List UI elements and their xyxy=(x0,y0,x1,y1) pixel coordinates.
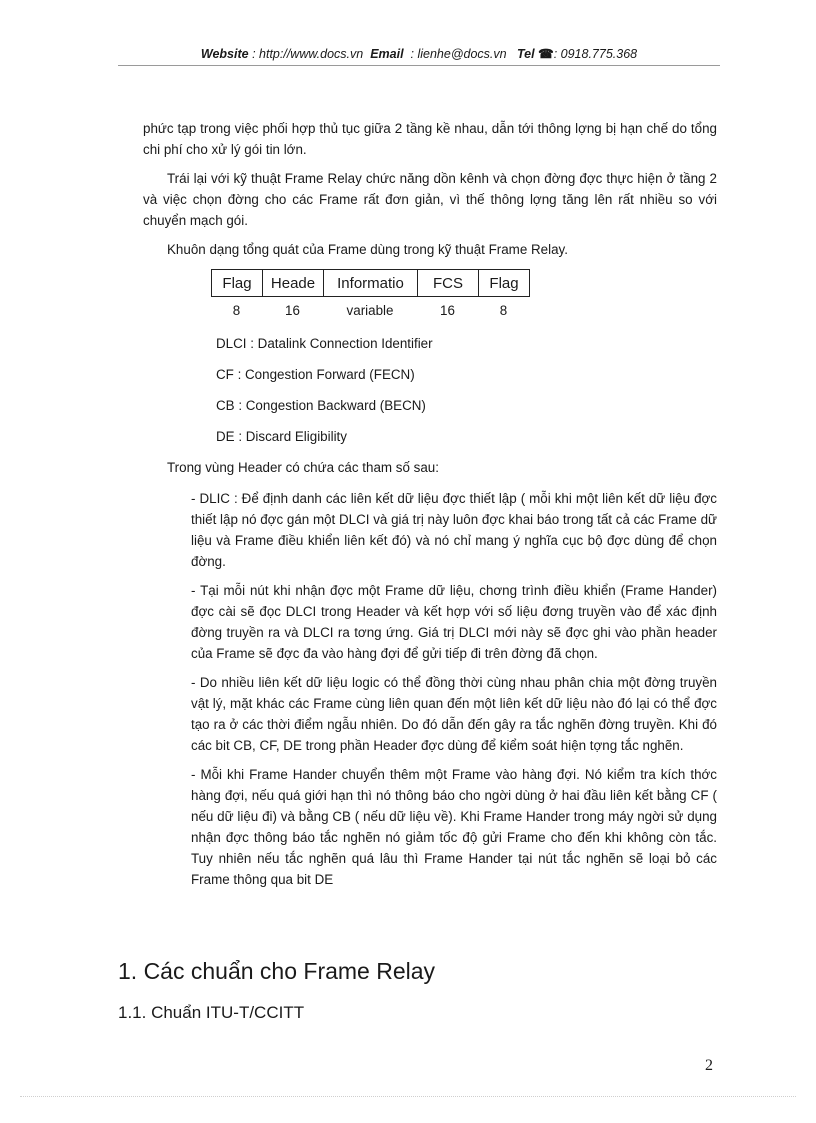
paragraph-3: Khuôn dạng tổng quát của Frame dùng trong kỹ thuật Frame Relay. xyxy=(167,242,568,257)
field-header: Heade xyxy=(263,270,324,297)
page-body xyxy=(143,118,717,890)
bullet-queue-handling: - Mỗi khi Frame Hander chuyển thêm một Frame vào hàng đợi. Nó kiểm tra kích thớc hàng đợi, nếu quá giới hạn thì nó thông báo cho ngời dùng ở hai đầu liên kết bằng CF ( nếu dữ liệu đi) và bằng CB ( nếu dữ liệu về). Khi Frame Hander trong máy ngời sử dụng nhận đợc thông báo tắc nghẽn nó giảm tốc độ gửi Frame cho đến khi không còn tắc. Tuy nhiên nếu tắc nghẽn quá lâu thì Frame Hander tại nút tắc nghẽn sẽ loại bỏ các Frame thông qua bit DE xyxy=(191,767,717,887)
width-flag-start: 8 xyxy=(232,303,241,318)
footer-divider xyxy=(20,1096,796,1097)
paragraph-1: phức tạp trong việc phối hợp thủ tục giữa 2 tầng kề nhau, dẫn tới thông lợng bị hạn chế do tổng chi phí cho xử lý gói tin lớn. xyxy=(143,121,717,157)
paragraph-2: Trái lại với kỹ thuật Frame Relay chức năng dồn kênh và chọn đờng đợc thực hiện ở tầng 2 và việc chọn đờng cho các Frame rất đơn giản, vì thế thông lợng tăng lên rất nhiều so với chuyển mạch gói. xyxy=(143,171,717,228)
email-label: Email xyxy=(370,47,404,61)
width-fcs: 16 xyxy=(440,303,455,318)
website-label: Website xyxy=(200,47,249,61)
bullet-list xyxy=(191,488,717,890)
subsection-heading: 1.1. Chuẩn ITU-T/CCITT xyxy=(118,1003,305,1022)
page-number: 2 xyxy=(705,1057,713,1074)
email-value: : lienhe@docs.vn xyxy=(410,47,507,61)
def-cf: CF : Congestion Forward (FECN) xyxy=(216,367,415,382)
website-value: : http://www.docs.vn xyxy=(252,47,364,61)
frame-format-diagram xyxy=(211,269,717,321)
definitions-list xyxy=(216,328,717,452)
def-cb: CB : Congestion Backward (BECN) xyxy=(216,398,426,413)
def-dlci: DLCI : Datalink Connection Identifier xyxy=(216,336,433,351)
bullet-dlic: - DLIC : Để định danh các liên kết dữ liệu đợc thiết lập ( mỗi khi một liên kết dữ liệu đợc thiết lập nó đợc gán một DLCI và giá trị này luôn đợc khai báo trong tất cả các Frame dữ liệu và Frame điều khiển liên kết đó) và nó chỉ mang ý nghĩa cục bộ đợc dùng để chọn đờng. xyxy=(191,491,717,569)
bullet-congestion-cause: - Do nhiều liên kết dữ liệu logic có thể đồng thời cùng nhau phân chia một đờng truyền vật lý, mặt khác các Frame cùng liên quan đến một liên kết dữ liệu nào đó lại có thể đợc tạo ra ở các thời điểm ngẫu nhiên. Do đó dẫn đến gây ra tắc nghẽn đờng truyền. Khi đó các bit CB, CF, DE trong phần Header đợc dùng để kiểm soát hiện tợng tắc nghẽn. xyxy=(191,675,717,753)
field-flag-end: Flag xyxy=(479,270,530,297)
frame-format-table xyxy=(211,269,530,297)
width-information: variable xyxy=(346,303,394,318)
bullet-node-processing: - Tại mỗi nút khi nhận đợc một Frame dữ liệu, chơng trình điều khiển (Frame Hander) đợc cài sẽ đọc DLCI trong Header và kết hợp với số liệu đơng truyền vào để xác định đờng truyền ra và DLCI ra tơng ứng. Giá trị DLCI mới này sẽ đợc ghi vào phần header của Frame sẽ đợc đa vào hàng đợi để gửi tiếp đi trên đờng đã chọn. xyxy=(191,583,717,661)
width-header: 16 xyxy=(285,303,300,318)
section-heading: 1. Các chuẩn cho Frame Relay xyxy=(118,958,436,984)
tel-label: Tel xyxy=(517,47,535,61)
field-flag-start: Flag xyxy=(212,270,263,297)
page-header xyxy=(118,46,720,61)
phone-icon: ☎ xyxy=(538,47,554,61)
def-de: DE : Discard Eligibility xyxy=(216,429,347,444)
width-flag-end: 8 xyxy=(499,303,508,318)
field-widths xyxy=(211,300,717,321)
field-information: Informatio xyxy=(324,270,418,297)
header-params-intro: Trong vùng Header có chứa các tham số sau: xyxy=(167,460,439,475)
tel-value: : 0918.775.368 xyxy=(553,47,638,61)
header-divider xyxy=(118,65,720,66)
field-fcs: FCS xyxy=(418,270,479,297)
